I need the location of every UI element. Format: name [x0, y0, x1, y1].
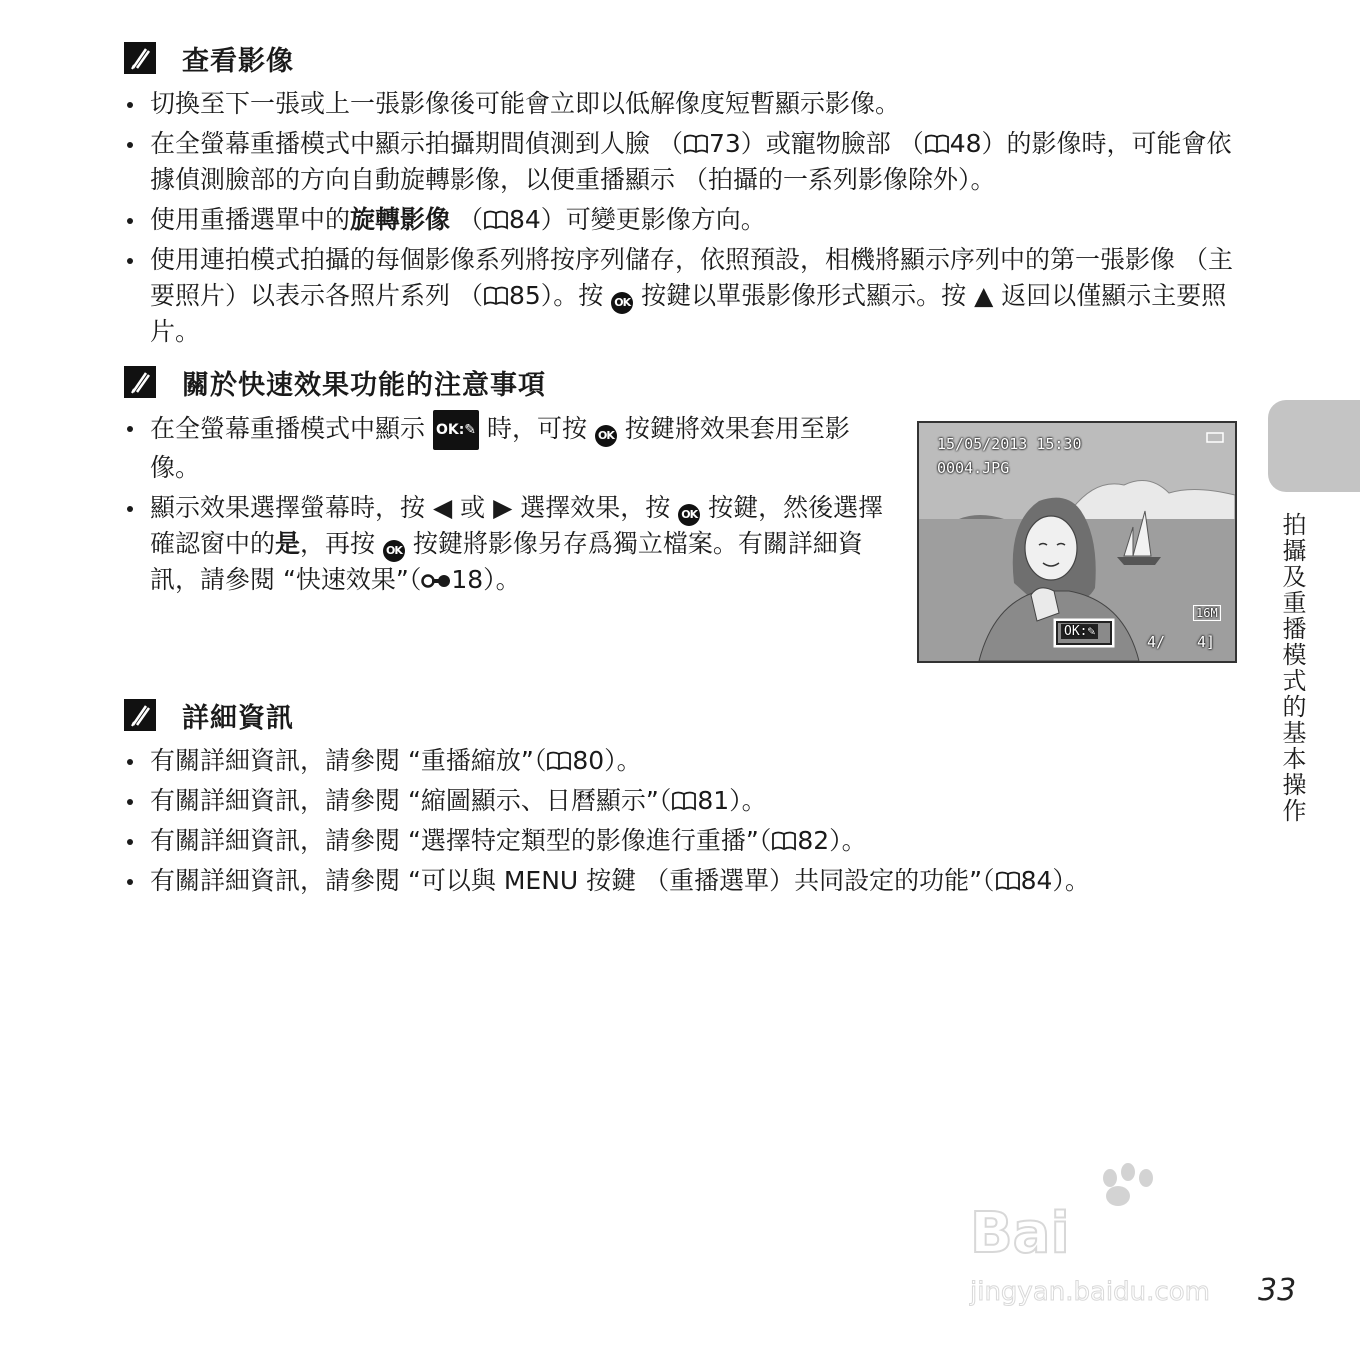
- book-ref-icon: [483, 285, 509, 307]
- section-header: [124, 362, 884, 402]
- quick-effect-indicator: OK:✎: [1061, 624, 1098, 639]
- list-item: 切換至下一張或上一張影像後可能會立即以低解像度短暫顯示影像。: [124, 86, 1244, 122]
- bullet-list: [124, 86, 1244, 350]
- section-title: 查看影像: [182, 45, 294, 77]
- section-title: 詳細資訊: [182, 702, 294, 734]
- ok-button-icon: OK: [611, 292, 633, 314]
- list-item: 在全螢幕重播模式中顯示 OK:✎ 時，可按 OK 按鍵將效果套用至影像。: [124, 410, 884, 486]
- section-view-images: [124, 38, 1244, 354]
- svg-text:jingyan.baidu.com: jingyan.baidu.com: [970, 1277, 1210, 1307]
- camera-frame-counter: 4/: [1147, 633, 1166, 651]
- book-ref-icon: [924, 133, 950, 155]
- page-ref: 18: [451, 565, 484, 594]
- bullet-list: [124, 410, 884, 598]
- section-more-info: [124, 695, 1244, 903]
- list-item: 在全螢幕重播模式中顯示拍攝期間偵測到人臉 （ 73）或寵物臉部 （ 48）的影像時，可能會依據偵測臉部的方向自動旋轉影像，以便重播顯示 （拍攝的一系列影像除外）。: [124, 126, 1244, 198]
- book-ref-icon: [771, 830, 797, 852]
- list-item: 使用連拍模式拍攝的每個影像系列將按序列儲存，依照預設，相機將顯示序列中的第一張影像 （主要照片）以表示各照片系列 （ 85）。按 OK 按鍵以單張影像形式顯示。按 ▲ 返回以僅顯示主要照片。: [124, 242, 1244, 350]
- note-pencil-icon: [124, 699, 156, 731]
- book-ref-icon: [546, 750, 572, 772]
- book-ref-icon: [483, 209, 509, 231]
- section-header: [124, 38, 1244, 78]
- ok-button-icon: OK: [383, 540, 405, 562]
- note-pencil-icon: [124, 366, 156, 398]
- page-ref: 84: [1020, 866, 1053, 895]
- list-item: 使用重播選單中的旋轉影像 （ 84）可變更影像方向。: [124, 202, 1244, 238]
- list-item: 有關詳細資訊，請參閱 “重播縮放”（ 80）。: [124, 743, 1244, 779]
- list-item: 有關詳細資訊，請參閱 “可以與 MENU 按鍵 （重播選單）共同設定的功能”（ 84）。: [124, 863, 1244, 899]
- page-ref: 48: [949, 129, 982, 158]
- camera-frame-total: 4]: [1197, 633, 1216, 651]
- image-size-badge: 16M: [1193, 605, 1221, 621]
- book-ref-icon: [995, 870, 1021, 892]
- section-header: [124, 695, 1244, 735]
- page-ref: 73: [708, 129, 741, 158]
- page-ref: 82: [797, 826, 830, 855]
- chapter-tab: [1268, 400, 1360, 492]
- reference-section-icon: [421, 573, 451, 589]
- camera-datetime: 15/05/2013 15:30: [937, 435, 1082, 453]
- page-ref: 80: [572, 746, 605, 775]
- page-ref: 81: [697, 786, 730, 815]
- book-ref-icon: [671, 790, 697, 812]
- page-number: 33: [1258, 1273, 1297, 1308]
- section-quick-effects: [124, 362, 884, 602]
- chapter-title: 拍攝及重播模式的基本操作: [1278, 512, 1306, 824]
- ok-button-icon: OK: [595, 425, 617, 447]
- section-title: 關於快速效果功能的注意事項: [182, 369, 546, 401]
- svg-text:Bai: Bai: [970, 1201, 1070, 1266]
- book-ref-icon: [683, 133, 709, 155]
- camera-filename: 0004.JPG: [937, 459, 1010, 477]
- list-item: 有關詳細資訊，請參閱 “選擇特定類型的影像進行重播”（ 82）。: [124, 823, 1244, 859]
- page-ref: 85: [508, 281, 541, 310]
- baidu-watermark-logo: [960, 1160, 1260, 1310]
- camera-playback-screen: [917, 421, 1237, 663]
- quick-effect-indicator-icon: OK:✎: [433, 410, 479, 450]
- list-item: 有關詳細資訊，請參閱 “縮圖顯示、日曆顯示”（ 81）。: [124, 783, 1244, 819]
- page-ref: 84: [508, 205, 541, 234]
- list-item: 顯示效果選擇螢幕時，按 ◀ 或 ▶ 選擇效果，按 OK 按鍵，然後選擇確認窗中的是，再按 OK 按鍵將影像另存爲獨立檔案。有關詳細資訊，請參閱 “快速效果”（ 18）。: [124, 490, 884, 598]
- bullet-list: [124, 743, 1244, 899]
- note-pencil-icon: [124, 42, 156, 74]
- ok-button-icon: OK: [678, 504, 700, 526]
